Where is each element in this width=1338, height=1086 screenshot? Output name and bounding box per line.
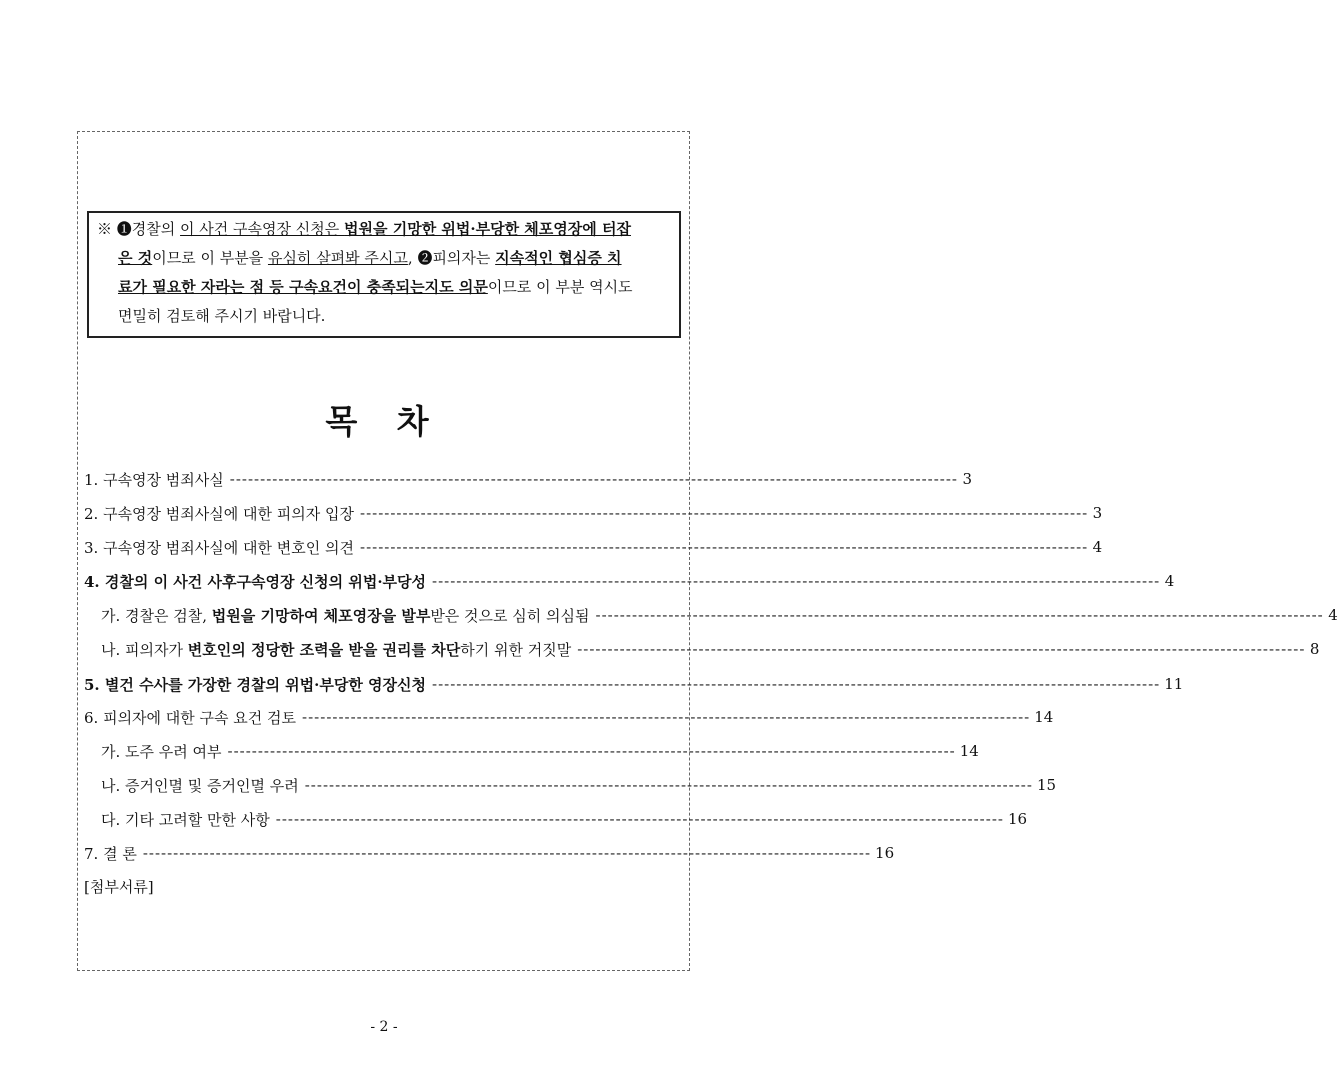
toc-row: [84, 566, 1175, 596]
toc-row: [84, 702, 1054, 732]
toc-page-number: 14: [959, 742, 979, 760]
toc-label: 3. 구속영장 범죄사실에 대한 변호인 의견: [84, 538, 354, 557]
toc-label: 가. 도주 우려 여부: [101, 742, 222, 761]
toc-page-number: 14: [1034, 708, 1054, 726]
attachments-label: [첨부서류]: [84, 878, 154, 896]
toc-leader: ------------------------------------------------------------------------------------------------------------------------: [595, 606, 1324, 624]
notice-box: [87, 211, 681, 338]
toc-row: [84, 634, 1320, 664]
toc-page-number: 4: [1328, 606, 1338, 624]
toc-leader: ------------------------------------------------------------------------------------------------------------------------: [577, 640, 1306, 658]
notice-line-2: [97, 244, 669, 273]
toc-label: 다. 기타 고려할 만한 사항: [101, 810, 270, 829]
toc-label: 5. 별건 수사를 가장한 경찰의 위법·부당한 영장신청: [84, 675, 427, 694]
toc-leader: ------------------------------------------------------------------------------------------------------------------------: [275, 810, 1004, 828]
toc-leader: ------------------------------------------------------------------------------------------------------------------------: [229, 470, 958, 488]
notice-line-3: [97, 273, 669, 302]
toc-row: [84, 770, 1057, 800]
toc-leader: ------------------------------------------------------------------------------------------------------------------------: [142, 844, 872, 862]
toc-label: 나. 증거인멸 및 증거인멸 우려: [101, 776, 299, 795]
notice-text: 이므로 이 부분 역시도: [487, 278, 633, 296]
toc-leader: ------------------------------------------------------------------------------------------------------------------------: [304, 776, 1033, 794]
toc-page-number: 3: [962, 470, 972, 488]
toc-row: [84, 804, 1028, 834]
toc-row: [84, 498, 1103, 528]
notice-line-4: [97, 302, 669, 331]
toc-page-number: 8: [1309, 640, 1320, 658]
toc-leader: ------------------------------------------------------------------------------------------------------------------------: [302, 708, 1031, 726]
toc-page-number: 11: [1164, 675, 1184, 693]
toc-label-part: 받은 것으로 심히 의심됨: [430, 606, 590, 625]
toc-row: [84, 736, 979, 766]
toc-page-number: 3: [1092, 504, 1103, 522]
toc-page-number: 4: [1092, 538, 1103, 556]
toc-label: 1. 구속영장 범죄사실: [84, 470, 224, 489]
notice-text: 지속적인 협심증 치: [495, 249, 622, 267]
toc-leader: ------------------------------------------------------------------------------------------------------------------------: [432, 572, 1161, 590]
toc-label-part: 변호인의 정당한 조력을 받을 권리를 차단: [187, 640, 461, 659]
toc-label: 7. 결 론: [84, 844, 137, 863]
toc-label: 2. 구속영장 범죄사실에 대한 피의자 입장: [84, 504, 354, 523]
toc-label: 4. 경찰의 이 사건 사후구속영장 신청의 위법·부당성: [84, 572, 427, 591]
notice-text: 법원을 기망한 위법·부당한 체포영장에 터잡: [344, 220, 631, 238]
notice-text: 료가 필요한 자라는 점 등 구속요건이 충족되는지도 의문: [118, 278, 488, 296]
page-number: - 2 -: [370, 1019, 398, 1035]
toc-label-part: 법원을 기망하여 체포영장을 발부: [211, 606, 431, 625]
toc-page-number: 16: [875, 844, 895, 862]
notice-text: 은 것: [118, 249, 153, 267]
notice-text: , ❷피의자는: [407, 249, 496, 267]
notice-text: 이므로 이 부분을: [152, 249, 268, 267]
toc-row: [84, 532, 1103, 562]
notice-text: ❶경찰의: [116, 220, 181, 238]
notice-text: 유심히 살펴봐 주시고: [267, 249, 408, 267]
toc-label: 6. 피의자에 대한 구속 요건 검토: [84, 708, 297, 727]
notice-text: 면밀히 검토해 주시기 바랍니다.: [118, 307, 326, 325]
toc-leader: ------------------------------------------------------------------------------------------------------------------------: [432, 675, 1161, 693]
toc-label-part: 하기 위한 거짓말: [460, 640, 572, 659]
toc-row: [84, 838, 895, 868]
toc-row: [84, 669, 1184, 699]
toc-label-part: 가. 경찰은 검찰,: [101, 606, 212, 625]
toc-page-number: 16: [1007, 810, 1028, 828]
toc-row: [84, 464, 972, 494]
notice-line-1: [97, 215, 669, 244]
notice-mark: ※: [97, 220, 113, 238]
toc-page-number: 4: [1164, 572, 1175, 590]
notice-text: 이 사건 구속영장 신청은: [180, 220, 345, 238]
toc-leader: ------------------------------------------------------------------------------------------------------------------------: [360, 504, 1089, 522]
toc-leader: ------------------------------------------------------------------------------------------------------------------------: [360, 538, 1089, 556]
toc-leader: ------------------------------------------------------------------------------------------------------------------------: [227, 742, 956, 760]
toc-label: [101, 605, 590, 626]
toc-page-number: 15: [1036, 776, 1057, 794]
toc-row: [84, 600, 1338, 630]
toc-label-part: 나. 피의자가: [101, 640, 188, 659]
toc-label: [101, 639, 571, 660]
page-title: 목 차: [325, 402, 443, 441]
